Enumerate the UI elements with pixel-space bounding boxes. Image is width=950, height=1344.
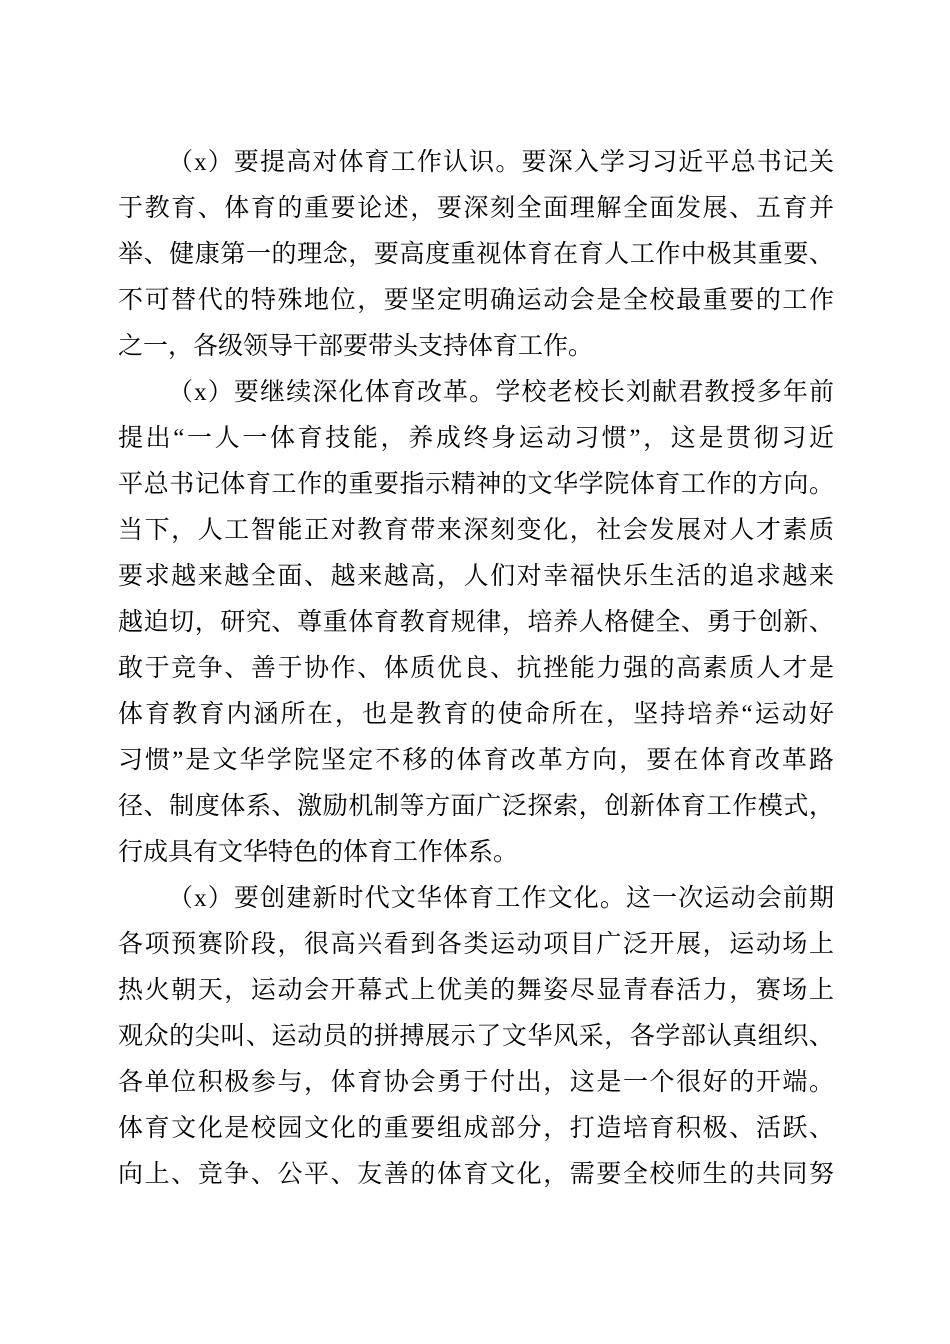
document-text-block <box>118 140 834 1198</box>
text-line: 观众的尖叫、运动员的拼搏展示了文华风采，各学部认真组织、 <box>118 1023 834 1050</box>
text-line: 各项预赛阶段，很高兴看到各类运动项目广泛开展，运动场上 <box>118 931 834 958</box>
text-line: 体育文化是校园文化的重要组成部分，打造培育积极、活跃、 <box>118 1115 834 1142</box>
text-line: 提出“一人一体育技能，养成终身运动习惯”，这是贯彻习近 <box>118 425 834 452</box>
text-line: 之一，各级领导干部要带头支持体育工作。 <box>118 333 594 360</box>
text-line: （x）要继续深化体育改革。学校老校长刘献君教授多年前 <box>168 379 834 406</box>
text-line: 向上、竞争、公平、友善的体育文化，需要全校师生的共同努 <box>118 1161 834 1188</box>
text-line: 举、健康第一的理念，要高度重视体育在育人工作中极其重要、 <box>118 241 834 268</box>
text-line: 行成具有文华特色的体育工作体系。 <box>118 839 519 866</box>
text-line: 习惯”是文华学院坚定不移的体育改革方向，要在体育改革路 <box>118 747 834 774</box>
paragraph <box>118 876 834 1198</box>
text-line: 当下，人工智能正对教育带来深刻变化，社会发展对人才素质 <box>118 517 834 544</box>
text-line: 各单位积极参与，体育协会勇于付出，这是一个很好的开端。 <box>118 1069 834 1096</box>
text-line: 体育教育内涵所在，也是教育的使命所在，坚持培养“运动好 <box>118 701 834 728</box>
text-line: 不可替代的特殊地位，要坚定明确运动会是全校最重要的工作 <box>118 287 834 314</box>
text-line: （x）要创建新时代文华体育工作文化。这一次运动会前期 <box>168 885 834 912</box>
text-line: （x）要提高对体育工作认识。要深入学习习近平总书记关 <box>168 149 834 176</box>
text-line: 越迫切，研究、尊重体育教育规律，培养人格健全、勇于创新、 <box>118 609 834 636</box>
text-line: 平总书记体育工作的重要指示精神的文华学院体育工作的方向。 <box>118 471 834 498</box>
text-line: 热火朝天，运动会开幕式上优美的舞姿尽显青春活力，赛场上 <box>118 977 834 1004</box>
text-line: 径、制度体系、激励机制等方面广泛探索，创新体育工作模式， <box>118 793 834 820</box>
text-line: 敢于竞争、善于协作、体质优良、抗挫能力强的高素质人才是 <box>118 655 834 682</box>
paragraph <box>118 370 834 876</box>
text-line: 于教育、体育的重要论述，要深刻全面理解全面发展、五育并 <box>118 195 834 222</box>
text-line: 要求越来越全面、越来越高，人们对幸福快乐生活的追求越来 <box>118 563 834 590</box>
paragraph <box>118 140 834 370</box>
